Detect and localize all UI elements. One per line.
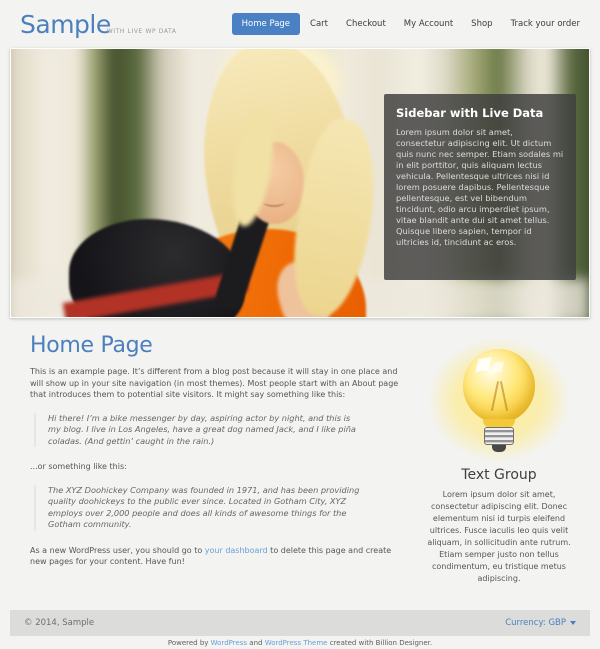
credits-post: created with Billion Designer. bbox=[327, 639, 433, 647]
currency-label: Currency: GBP bbox=[505, 618, 566, 628]
footer-bar bbox=[10, 610, 590, 636]
lightbulb-image bbox=[439, 345, 559, 457]
paragraph-dashboard bbox=[30, 545, 402, 568]
nav-item-cart[interactable]: Cart bbox=[310, 19, 329, 29]
hero-image bbox=[10, 48, 590, 318]
paragraph-intro: This is an example page. It’s different from a blog post because it will stay in one place and will show up in your site navigation (in most themes). Most people start with an About page that introduces them to potential site visitors. It might say something like this: bbox=[30, 367, 399, 399]
lightbulb-globe bbox=[463, 349, 535, 423]
paragraph-dashboard-pre: As a new WordPress user, you should go to bbox=[30, 545, 205, 555]
site-header bbox=[0, 0, 600, 48]
hero-overlay-text: Lorem ipsum dolor sit amet, consectetur adipiscing elit. Ut dictum quis nunc nec semper. Etiam sodales mi in elit porttitor, quis aliquam lectus vehicula. Pellentesque ultrices nisi id lorem posuere dapibus. Pellentesque pellentesque, est vel bibendum tincidunt, odio arcu imperdiet ipsum, vitae blandit ante dui sit amet tellus. Quisque libero sapien, tempor id ultricies id, tincidunt ac eros. bbox=[396, 127, 564, 247]
site-logo[interactable] bbox=[20, 10, 177, 39]
nav-item-track-your-order[interactable]: Track your order bbox=[510, 19, 580, 29]
chevron-down-icon bbox=[570, 621, 576, 625]
page-article bbox=[30, 331, 402, 610]
page-title: Home Page bbox=[30, 333, 153, 358]
credits-pre: Powered by bbox=[167, 639, 211, 647]
copyright-text: © 2014, Sample bbox=[24, 618, 95, 628]
credits-mid: and bbox=[247, 639, 265, 647]
lightbulb-screw-base bbox=[484, 427, 514, 445]
lightbulb-tip bbox=[492, 445, 506, 452]
hero-overlay-title: Sidebar with Live Data bbox=[396, 106, 544, 120]
nav-item-shop[interactable]: Shop bbox=[471, 19, 493, 29]
blockquote-xyz-company: The XYZ Doohickey Company was founded in 1971, and has been providing quality doohickeys to the public ever since. Located in Gotham City, XYZ employs over 2,000 people and does all kinds of awesome things for the Gotham community. bbox=[34, 485, 364, 531]
nav-item-my-account[interactable]: My Account bbox=[403, 19, 454, 29]
hero-overlay-panel bbox=[384, 94, 576, 280]
sidebar-text: Lorem ipsum dolor sit amet, consectetur adipiscing elit. Donec elementum nisi id turpis eleifend ultrices. Fusce iaculis leo quis velit aliquam, in sollicitudin ante rutrum. Etiam semper justo non tellus condimentum, eu tristique metus adipiscing. bbox=[427, 490, 571, 583]
your-dashboard-link[interactable]: your dashboard bbox=[204, 545, 268, 555]
main-content bbox=[10, 318, 590, 610]
sidebar-text-group bbox=[418, 331, 580, 610]
sidebar-title: Text Group bbox=[461, 467, 537, 483]
credits-line bbox=[0, 636, 600, 649]
wordpress-theme-link[interactable]: WordPress Theme bbox=[264, 639, 328, 647]
blockquote-bike-messenger: Hi there! I’m a bike messenger by day, aspiring actor by night, and this is my blog. I live in Los Angeles, have a great dog named Jack, and I like piña coladas. (And gettin’ caught in the rain.) bbox=[34, 413, 364, 448]
site-logo-text: Sample bbox=[20, 9, 111, 39]
currency-selector[interactable] bbox=[505, 618, 576, 628]
main-nav bbox=[232, 13, 588, 35]
nav-item-checkout[interactable]: Checkout bbox=[346, 19, 386, 29]
site-tagline: WITH LIVE WP DATA bbox=[106, 27, 177, 35]
wordpress-link[interactable]: WordPress bbox=[210, 639, 248, 647]
smile-shape bbox=[263, 197, 285, 207]
nav-item-home-page[interactable]: Home Page bbox=[232, 13, 300, 35]
paragraph-or-something: ...or something like this: bbox=[30, 462, 127, 471]
paragraph-dashboard-post: to delete this page and create new pages for your content. Have fun! bbox=[30, 545, 392, 566]
